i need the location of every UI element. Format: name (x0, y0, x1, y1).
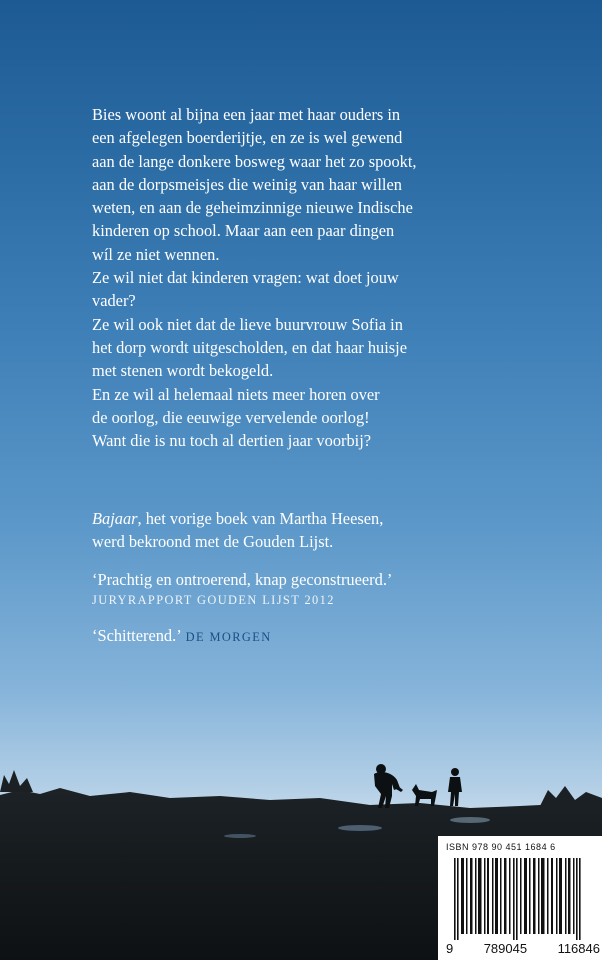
puddle (450, 817, 490, 823)
blurb-line: de oorlog, die eeuwige vervelende oorlog! (92, 407, 370, 427)
blurb-line: met stenen wordt bekogeld. (92, 361, 274, 381)
blurb-line: aan de dorpsmeisjes die weinig van haar willen (92, 174, 402, 194)
barcode (438, 836, 602, 960)
blurb-line: aan de lange donkere bosweg waar het zo spookt, (92, 151, 417, 171)
barcode-digit-group-1: 789045 (483, 941, 528, 956)
shrub-silhouette (0, 770, 33, 792)
blurb-line: het dorp wordt uitgescholden, en dat haar huisje (92, 337, 407, 357)
barcode-digits (446, 941, 600, 956)
award-line-2: werd bekroond met de Gouden Lijst. (92, 532, 334, 552)
barcode-digit-group-2: 116846 (557, 941, 600, 956)
blurb-line: kinderen op school. Maar aan een paar dingen (92, 221, 395, 241)
isbn-label: ISBN 978 90 451 1684 6 (446, 842, 556, 852)
blurb-line: Bies woont al bijna een jaar met haar ouders in (92, 105, 401, 124)
puddle (224, 834, 256, 838)
blurb-line: een afgelegen boerderijtje, en ze is wel gewend (92, 128, 403, 148)
blurb-line: weten, en aan de geheimzinnige nieuwe Indische (92, 198, 413, 218)
dog-figure (412, 784, 437, 806)
child-figure (448, 768, 462, 806)
blurb-line: wíl ze niet wennen. (92, 244, 220, 264)
blurb-line: Ze wil ook niet dat de lieve buurvrouw Sofia in (92, 314, 403, 334)
barcode-bars (444, 858, 598, 940)
previous-book-title: Bajaar (92, 509, 138, 528)
review-source-1: JURYRAPPORT GOUDEN LIJST 2012 (92, 593, 335, 607)
barcode-digit-lead: 9 (446, 941, 454, 956)
blurb-line: En ze wil al helemaal niets meer horen over (92, 384, 380, 404)
review-quote-2-text: ‘Schitterend.’ (92, 626, 182, 645)
blurb-line: Want die is nu toch al dertien jaar voorbij? (92, 431, 372, 451)
adult-figure (374, 764, 403, 808)
review-source-2: DE MORGEN (185, 630, 272, 644)
review-quote-1: ‘Prachtig en ontroerend, knap geconstrueerd.’ (92, 570, 393, 589)
puddle (338, 825, 382, 831)
award-line-1-rest: , het vorige boek van Martha Heesen, (137, 509, 384, 528)
blurb-line: Ze wil niet dat kinderen vragen: wat doet jouw (92, 268, 399, 288)
shrub-silhouette (540, 786, 602, 808)
blurb-line: vader? (92, 291, 136, 311)
